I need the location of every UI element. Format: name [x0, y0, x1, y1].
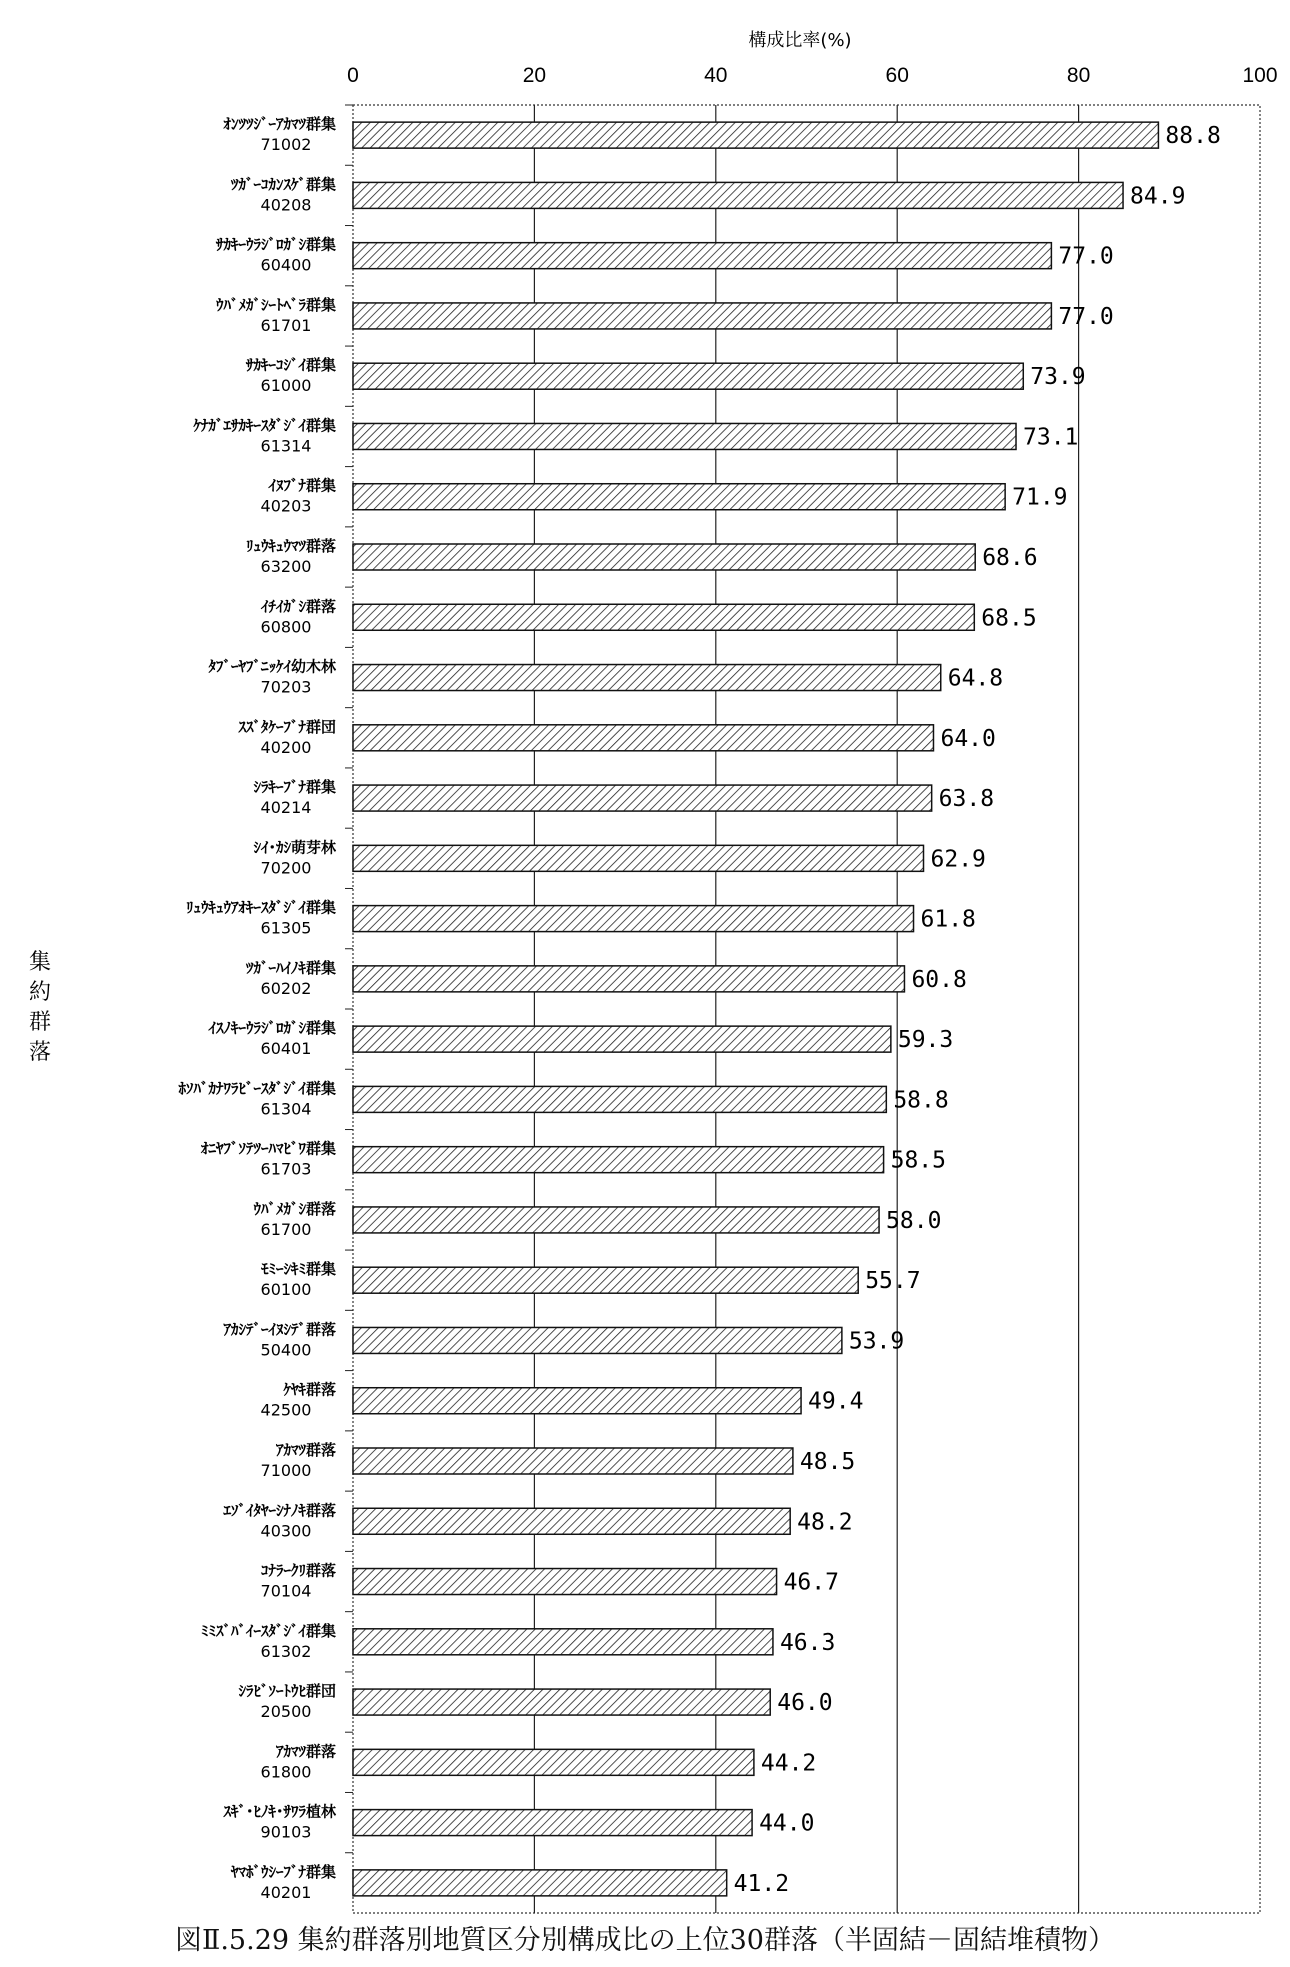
category-name: ｻｶｷｰｺｼﾞｲ群集 [245, 356, 336, 375]
category-name: ｲﾇﾌﾞﾅ群集 [268, 476, 336, 495]
category-code: 60100 [260, 1280, 312, 1300]
x-tick-label: 100 [1242, 64, 1278, 87]
bar [353, 966, 904, 992]
y-axis-title-char: 落 [28, 1040, 52, 1065]
category-code: 40201 [260, 1882, 312, 1902]
category-code: 40203 [260, 496, 312, 516]
bar [353, 363, 1023, 389]
bar [353, 243, 1051, 269]
x-axis-ticks [347, 64, 1277, 87]
bar [353, 1327, 842, 1353]
bar-value-label: 73.1 [1023, 424, 1079, 451]
category-name: ｵﾝﾂﾂｼﾞｰｱｶﾏﾂ群集 [223, 115, 336, 134]
category-code: 61800 [260, 1762, 312, 1782]
bar [353, 182, 1123, 208]
category-code: 61000 [260, 376, 312, 396]
bar [353, 604, 974, 630]
bar [353, 1810, 752, 1836]
bar-value-label: 46.3 [779, 1629, 836, 1656]
bar [353, 906, 914, 932]
bar [353, 423, 1016, 449]
category-code: 60202 [260, 978, 312, 998]
bar-value-label: 48.5 [799, 1449, 856, 1475]
category-name: ｲｽﾉｷｰｳﾗｼﾞﾛｶﾞｼ群集 [208, 1019, 336, 1038]
bars [353, 122, 1221, 1897]
bar-value-label: 88.8 [1165, 123, 1221, 150]
figure-caption: 図Ⅱ.5.29 集約群落別地質区分別構成比の上位30群落（半固結－固結堆積物） [175, 1925, 1115, 1956]
bar [353, 665, 941, 691]
category-name: ﾔﾏﾎﾞｳｼｰﾌﾞﾅ群集 [230, 1862, 336, 1881]
bar-value-label: 77.0 [1058, 243, 1114, 270]
category-code: 40214 [260, 798, 312, 818]
bar [353, 1267, 858, 1293]
category-name: ｼｲ･ｶｼ萌芽林 [253, 838, 336, 857]
category-name: ｲﾁｲｶﾞｼ群落 [260, 597, 336, 616]
category-name: ｹﾔｷ群落 [283, 1380, 336, 1399]
bar-value-label: 48.2 [797, 1509, 853, 1536]
category-code: 50400 [260, 1340, 312, 1360]
category-code: 60401 [260, 1039, 312, 1059]
category-name: ﾀﾌﾞｰﾔﾌﾞﾆｯｹｲ幼木林 [208, 657, 336, 676]
bar-value-label: 46.0 [777, 1690, 833, 1717]
bar-value-label: 60.8 [911, 966, 967, 993]
bar-value-label: 71.9 [1012, 484, 1068, 511]
bar-value-label: 61.8 [920, 906, 976, 933]
x-axis-title: 構成比率(%) [748, 30, 852, 51]
category-code: 61304 [260, 1099, 312, 1119]
bar [353, 1448, 793, 1474]
category-name: ｱｶｼﾃﾞｰｲﾇｼﾃﾞ群落 [223, 1320, 336, 1339]
bar-value-label: 44.0 [759, 1810, 815, 1837]
bar-value-label: 53.9 [848, 1328, 905, 1355]
bar [353, 1388, 801, 1414]
bar [353, 1870, 727, 1896]
bar [353, 725, 933, 751]
bar-value-label: 64.8 [947, 665, 1004, 692]
bar [353, 122, 1158, 148]
category-name: ｽｽﾞﾀｹｰﾌﾞﾅ群団 [238, 717, 336, 736]
bar-value-label: 64.0 [940, 725, 996, 752]
category-name: ｱｶﾏﾂ群落 [275, 1742, 336, 1761]
x-tick-label: 60 [885, 64, 909, 87]
category-name: ﾘｭｳｷｭｳｱｵｷｰｽﾀﾞｼﾞｲ群集 [185, 898, 336, 917]
bar [353, 1689, 770, 1715]
category-name: ﾐﾐｽﾞﾊﾞｲｰｽﾀﾞｼﾞｲ群集 [200, 1621, 336, 1640]
category-name: ｹﾅｶﾞｴｻｶｷｰｽﾀﾞｼﾞｲ群集 [193, 416, 336, 435]
category-code: 61314 [260, 436, 312, 456]
bar [353, 484, 1005, 510]
bar [353, 1569, 777, 1595]
bar [353, 1026, 891, 1052]
bar [353, 544, 975, 570]
bar [353, 1749, 754, 1775]
category-name: ﾂｶﾞｰｺｶﾝｽｹﾞ群集 [230, 175, 336, 194]
bar-value-label: 49.4 [808, 1388, 864, 1415]
bar-value-label: 62.9 [930, 846, 986, 873]
bar-value-label: 41.2 [733, 1870, 790, 1897]
category-code: 20500 [260, 1702, 312, 1722]
category-name: ｴｿﾞｲﾀﾔｰｼﾅﾉｷ群落 [223, 1501, 336, 1520]
category-code: 71002 [260, 135, 312, 155]
bar [353, 1207, 879, 1233]
bar-value-label: 55.7 [865, 1268, 921, 1295]
category-name: ｺﾅﾗｰｸﾘ群落 [260, 1561, 336, 1580]
category-code: 60400 [260, 255, 312, 275]
category-code: 61700 [260, 1219, 312, 1239]
bar [353, 303, 1051, 329]
category-name: ｼﾗﾋﾞｿｰﾄｳﾋ群団 [238, 1682, 336, 1701]
category-code: 70200 [260, 858, 312, 878]
bar [353, 845, 924, 871]
bar [353, 1147, 884, 1173]
category-code: 90103 [260, 1822, 312, 1842]
bar-value-label: 59.3 [897, 1027, 954, 1054]
x-tick-label: 80 [1066, 64, 1091, 87]
category-name: ｳﾊﾞﾒｶﾞｼｰﾄﾍﾞﾗ群集 [215, 295, 336, 314]
category-name: ｻｶｷｰｳﾗｼﾞﾛｶﾞｼ群集 [215, 235, 336, 254]
bar-value-label: 63.8 [938, 786, 995, 813]
category-code: 60800 [260, 617, 312, 637]
category-code: 70203 [260, 677, 312, 697]
y-axis-title-char: 群 [28, 1010, 52, 1035]
category-code: 61701 [260, 315, 312, 335]
category-code: 61305 [260, 918, 312, 938]
category-code: 40200 [260, 737, 312, 757]
y-axis-title-char: 集 [28, 950, 52, 975]
category-code: 42500 [260, 1400, 312, 1420]
bar-value-label: 58.0 [886, 1207, 942, 1234]
category-name: ｳﾊﾞﾒｶﾞｼ群落 [253, 1199, 336, 1218]
x-tick-label: 40 [704, 64, 728, 87]
y-axis-title-char: 約 [28, 980, 52, 1005]
category-name: ﾂｶﾞｰﾊｲﾉｷ群集 [245, 958, 336, 977]
category-code: 63200 [260, 557, 312, 576]
category-code: 61703 [260, 1159, 312, 1179]
category-name: ﾓﾐｰｼｷﾐ群集 [260, 1260, 336, 1279]
category-code: 40208 [260, 195, 312, 215]
bar-value-label: 77.0 [1058, 303, 1114, 330]
bar-value-label: 58.5 [890, 1147, 946, 1174]
bar-value-label: 73.9 [1030, 364, 1086, 391]
bar [353, 1629, 773, 1655]
bar-value-label: 44.2 [760, 1750, 817, 1777]
category-name: ﾘｭｳｷｭｳﾏﾂ群落 [245, 537, 336, 555]
category-code: 71000 [260, 1461, 312, 1480]
category-name: ｼﾗｷｰﾌﾞﾅ群集 [253, 778, 336, 797]
category-code: 70104 [260, 1581, 312, 1601]
category-code: 40300 [260, 1521, 312, 1541]
bar [353, 785, 932, 811]
bar [353, 1508, 790, 1534]
category-code: 61302 [260, 1641, 312, 1661]
x-tick-label: 0 [347, 64, 359, 87]
category-name: ｱｶﾏﾂ群落 [275, 1441, 336, 1459]
bar-value-label: 58.8 [893, 1087, 949, 1114]
x-tick-label: 20 [522, 64, 547, 87]
y-axis-title [29, 950, 51, 1065]
bar-value-label: 68.6 [982, 545, 1038, 571]
category-name: ﾎｿﾊﾞｶﾅﾜﾗﾋﾞｰｽﾀﾞｼﾞｲ群集 [178, 1079, 336, 1098]
bar-value-label: 46.7 [783, 1569, 839, 1596]
category-name: ｽｷﾞ･ﾋﾉｷ･ｻﾜﾗ植林 [223, 1802, 336, 1821]
bar [353, 1086, 886, 1112]
category-labels [177, 105, 353, 1902]
bar-value-label: 84.9 [1130, 183, 1186, 210]
category-name: ｵﾆﾔﾌﾞｿﾃﾂｰﾊﾏﾋﾞﾜ群集 [200, 1139, 336, 1158]
bar-value-label: 68.5 [981, 605, 1037, 632]
